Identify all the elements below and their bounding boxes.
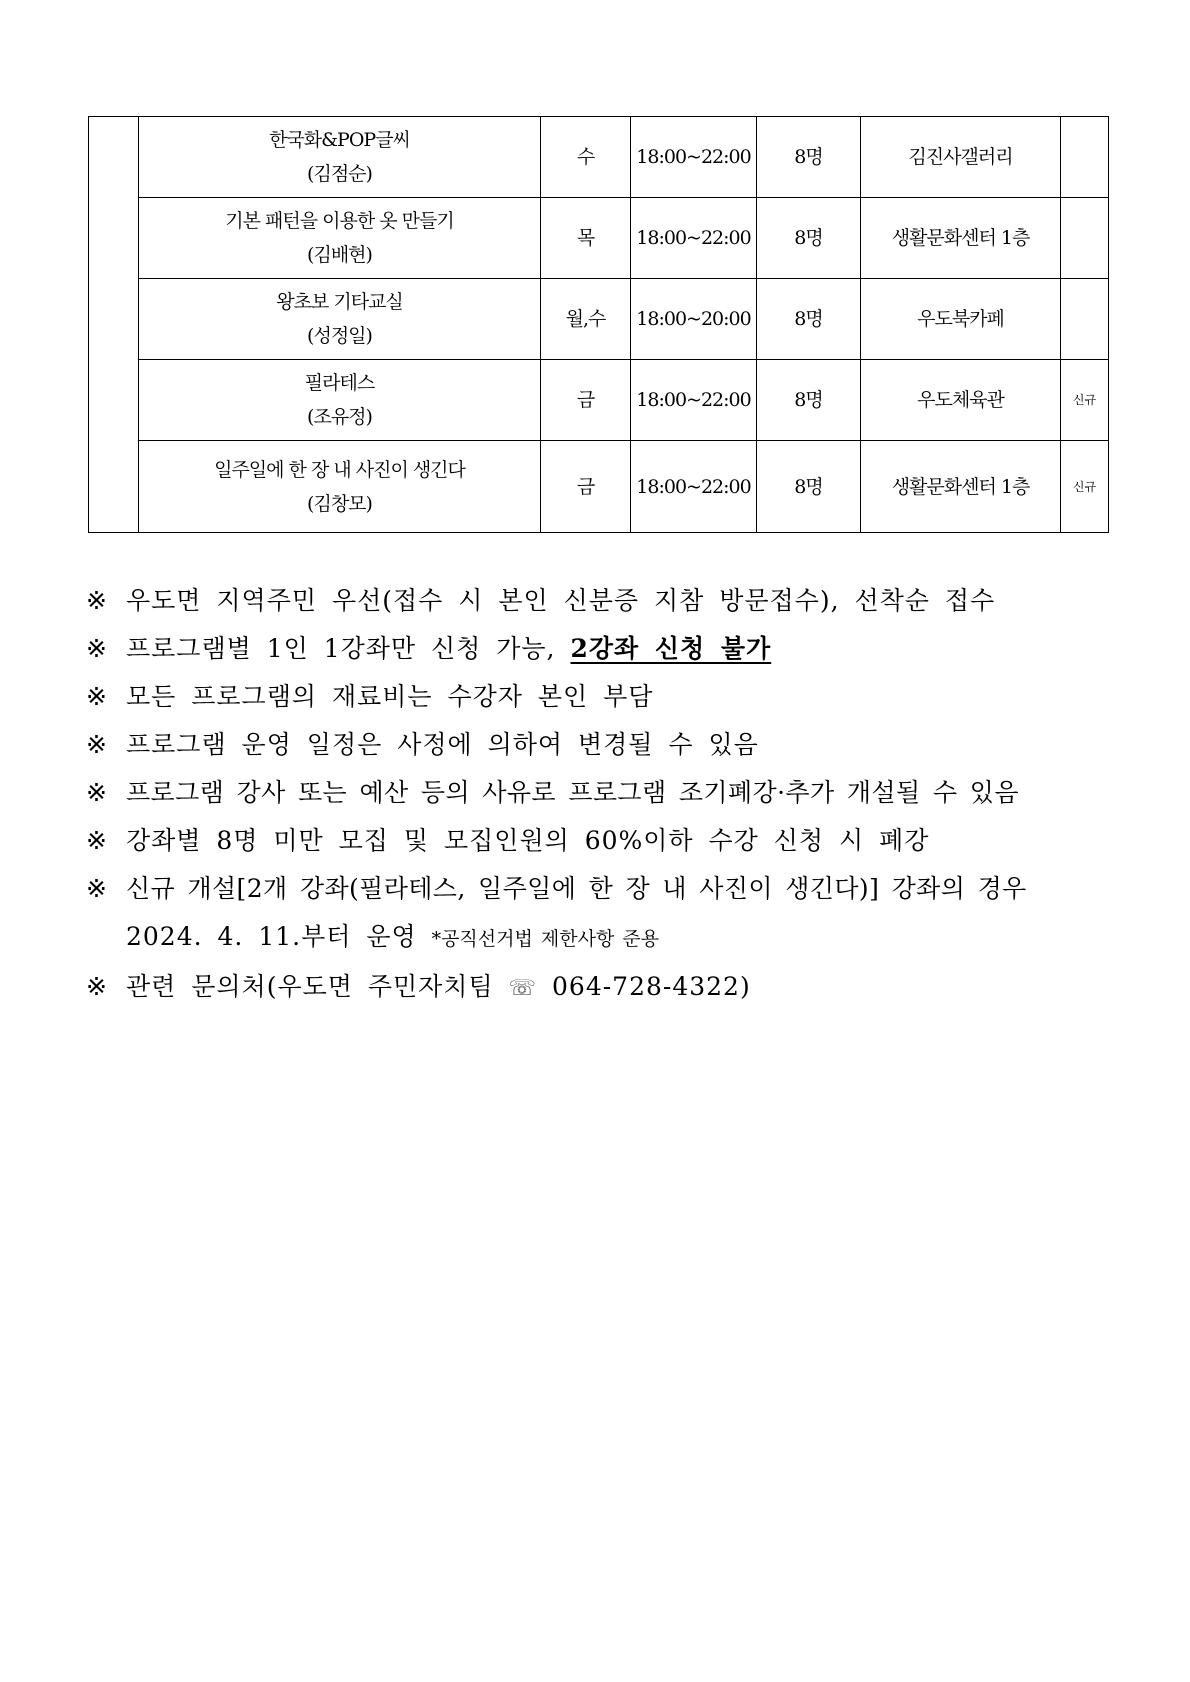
program-cell [139, 198, 541, 279]
note-cell: 신규 [1061, 441, 1109, 533]
note-cell [1061, 117, 1109, 198]
note-cell: 신규 [1061, 360, 1109, 441]
note-cell [1061, 279, 1109, 360]
reference-mark: ※ [86, 778, 108, 807]
location-cell: 우도북카페 [861, 279, 1061, 360]
notice-item [86, 721, 1126, 769]
notice-text: 프로그램 운영 일정은 사정에 의하여 변경될 수 있음 [126, 730, 759, 759]
capacity-cell: 8명 [757, 198, 861, 279]
capacity-cell: 8명 [757, 117, 861, 198]
program-cell [139, 279, 541, 360]
contact-phone: 064-728-4322) [552, 972, 751, 1001]
program-title: 왕초보 기타교실 [276, 291, 403, 313]
program-cell [139, 117, 541, 198]
notice-item [86, 865, 1126, 913]
capacity-cell: 8명 [757, 360, 861, 441]
reference-mark: ※ [86, 972, 108, 1001]
time-cell: 18:00~22:00 [631, 441, 757, 533]
notice-text: 관련 문의처(우도면 주민자치팀 [126, 972, 509, 1001]
location-cell: 우도체육관 [861, 360, 1061, 441]
day-cell: 금 [541, 360, 631, 441]
time-cell: 18:00~20:00 [631, 279, 757, 360]
notice-text: 신규 개설[2개 강좌(필라테스, 일주일에 한 장 내 사진이 생긴다)] 강좌의 경우 [126, 874, 1027, 903]
program-cell [139, 360, 541, 441]
capacity-cell: 8명 [757, 441, 861, 533]
time-cell: 18:00~22:00 [631, 360, 757, 441]
program-instructor: (김배현) [307, 244, 372, 266]
time-cell: 18:00~22:00 [631, 117, 757, 198]
day-cell: 수 [541, 117, 631, 198]
notice-item [86, 673, 1126, 721]
notice-emphasis: 2강좌 신청 불가 [570, 634, 772, 663]
notice-footnote: *공직선거법 제한사항 준용 [431, 928, 660, 950]
program-title: 기본 패턴을 이용한 옷 만들기 [225, 210, 454, 232]
program-instructor: (김점순) [307, 163, 372, 185]
capacity-cell: 8명 [757, 279, 861, 360]
program-title: 일주일에 한 장 내 사진이 생긴다 [214, 458, 465, 481]
reference-mark: ※ [86, 874, 108, 903]
table-row [89, 279, 1109, 360]
reference-mark: ※ [86, 826, 108, 855]
notice-text: 프로그램 강사 또는 예산 등의 사유로 프로그램 조기폐강·추가 개설될 수 있음 [126, 778, 1019, 807]
telephone-icon: ☏ [508, 976, 538, 1001]
location-cell: 생활문화센터 1층 [861, 198, 1061, 279]
notice-item [86, 963, 1126, 1013]
location-cell: 생활문화센터 1층 [861, 441, 1061, 533]
notice-continuation [86, 913, 1126, 963]
table-row [89, 198, 1109, 279]
program-instructor: (성정일) [307, 325, 372, 347]
program-instructor: (김창모) [307, 492, 372, 515]
program-instructor: (조유정) [307, 406, 372, 428]
day-cell: 월,수 [541, 279, 631, 360]
reference-mark: ※ [86, 586, 108, 615]
notice-text: 우도면 지역주민 우선(접수 시 본인 신분증 지참 방문접수), 선착순 접수 [126, 586, 996, 615]
notice-item [86, 625, 1126, 673]
notice-item [86, 769, 1126, 817]
day-cell: 목 [541, 198, 631, 279]
table-row [89, 441, 1109, 533]
location-cell: 김진사갤러리 [861, 117, 1061, 198]
table-row [89, 117, 1109, 198]
program-title: 한국화&POP글씨 [269, 129, 410, 151]
notice-text: 2024. 4. 11.부터 운영 [126, 922, 432, 951]
reference-mark: ※ [86, 682, 108, 711]
table-row [89, 360, 1109, 441]
notice-text: 모든 프로그램의 재료비는 수강자 본인 부담 [126, 682, 654, 711]
notice-item [86, 817, 1126, 865]
program-title: 필라테스 [304, 372, 375, 394]
note-cell [1061, 198, 1109, 279]
reference-mark: ※ [86, 730, 108, 759]
notice-list [86, 577, 1126, 1013]
program-schedule-table [88, 116, 1109, 533]
group-cell [89, 117, 139, 533]
notice-item [86, 577, 1126, 625]
notice-text: 강좌별 8명 미만 모집 및 모집인원의 60%이하 수강 신청 시 폐강 [126, 826, 930, 855]
day-cell: 금 [541, 441, 631, 533]
time-cell: 18:00~22:00 [631, 198, 757, 279]
reference-mark: ※ [86, 634, 108, 663]
notice-text: 프로그램별 1인 1강좌만 신청 가능, [126, 634, 571, 663]
program-cell [139, 441, 541, 533]
